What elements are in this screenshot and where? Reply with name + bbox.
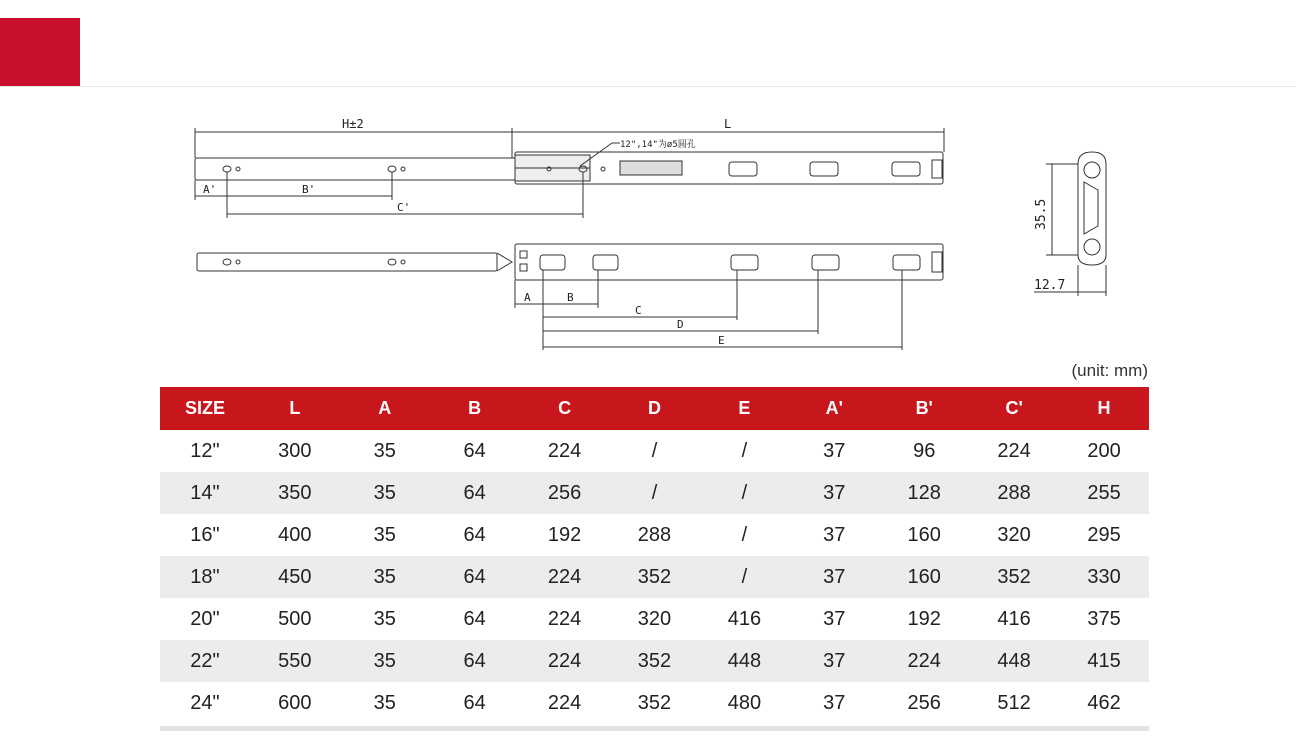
- label-E: E: [718, 334, 725, 347]
- table-row: [160, 556, 1149, 598]
- table-cell: 37: [789, 640, 879, 682]
- label-C-prime: C': [397, 201, 411, 214]
- table-row: [160, 598, 1149, 640]
- col-header-H: H: [1059, 387, 1149, 430]
- table-cell: 512: [997, 691, 1031, 714]
- table-row: [160, 472, 1149, 514]
- table-cell: 320: [637, 607, 672, 630]
- table-cell: 400: [278, 523, 312, 546]
- drawing-svg: [0, 100, 1296, 360]
- table-cell: 224: [547, 607, 582, 630]
- col-header-E: E: [699, 387, 789, 430]
- table-cell: 16": [190, 523, 220, 546]
- table-cell: 295: [1087, 523, 1121, 546]
- table-cell: 256: [907, 691, 941, 714]
- table-cell: 352: [610, 640, 700, 682]
- table-cell: 12": [190, 439, 220, 462]
- table-cell: 416: [997, 607, 1031, 630]
- col-header-B-prime: B': [879, 387, 969, 430]
- table-cell: 224: [997, 439, 1031, 462]
- technical-drawing: [0, 100, 1296, 360]
- table-cell: 224: [879, 640, 969, 682]
- table-cell: 18": [160, 556, 250, 598]
- label-L: L: [724, 117, 732, 131]
- col-header-L: L: [250, 387, 340, 430]
- table-cell: 500: [278, 607, 312, 630]
- table-cell: 448: [699, 640, 789, 682]
- table-row: [160, 682, 1149, 724]
- table-cell: 192: [547, 523, 582, 546]
- table-cell: 320: [997, 523, 1031, 546]
- table-cell: 64: [463, 691, 486, 714]
- col-header-D: D: [610, 387, 700, 430]
- table-cell: 20": [190, 607, 220, 630]
- table-cell: 352: [610, 556, 700, 598]
- table-cell: 330: [1059, 556, 1149, 598]
- table-cell: 37: [823, 691, 846, 714]
- table-cell: 288: [637, 523, 672, 546]
- table-cell: 300: [278, 439, 312, 462]
- table-cell: 160: [879, 556, 969, 598]
- table-cell: 37: [823, 607, 846, 630]
- col-header-C-prime: C': [969, 387, 1059, 430]
- table-cell: 37: [823, 523, 846, 546]
- table-cell: 35: [340, 556, 430, 598]
- table-cell: 288: [969, 472, 1059, 514]
- table-bottom-rule: [160, 726, 1149, 731]
- table-cell: 14": [160, 472, 250, 514]
- label-B-prime: B': [302, 183, 316, 196]
- table-cell: 37: [823, 439, 846, 462]
- table-cell: 224: [520, 556, 610, 598]
- table-cell: 64: [430, 556, 520, 598]
- table-cell: 448: [969, 640, 1059, 682]
- table-cell: 200: [1087, 439, 1121, 462]
- table-cell: /: [699, 472, 789, 514]
- table-cell: 64: [430, 472, 520, 514]
- table-cell: 64: [463, 607, 486, 630]
- col-header-B: B: [430, 387, 520, 430]
- table-cell: 450: [250, 556, 340, 598]
- table-cell: 462: [1087, 691, 1121, 714]
- table-cell: 256: [520, 472, 610, 514]
- col-header-A-prime: A': [789, 387, 879, 430]
- table-cell: /: [699, 556, 789, 598]
- label-A-prime: A': [203, 183, 217, 196]
- profile-width-dim: 12.7: [1034, 278, 1066, 293]
- label-D: D: [677, 318, 684, 331]
- table-cell: 600: [278, 691, 312, 714]
- table-cell: 255: [1059, 472, 1149, 514]
- table-cell: 350: [250, 472, 340, 514]
- label-B: B: [567, 291, 574, 304]
- table-cell: 96: [913, 439, 936, 462]
- table-cell: 35: [373, 439, 396, 462]
- table-cell: 35: [373, 523, 396, 546]
- col-header-size: SIZE: [160, 387, 250, 430]
- table-cell: 37: [789, 556, 879, 598]
- table-cell: /: [741, 523, 748, 546]
- table-cell: 64: [430, 640, 520, 682]
- table-row: [160, 430, 1149, 472]
- label-H: H±2: [342, 117, 364, 131]
- top-bar: [0, 0, 1296, 87]
- table-cell: 35: [340, 472, 430, 514]
- table-cell: 224: [520, 640, 610, 682]
- table-cell: 415: [1059, 640, 1149, 682]
- unit-note: (unit: mm): [1071, 361, 1148, 380]
- table-cell: 224: [547, 439, 582, 462]
- table-cell: 352: [637, 691, 672, 714]
- profile-height-dim: 35.5: [1034, 198, 1049, 230]
- col-header-C: C: [520, 387, 610, 430]
- spec-table: [160, 387, 1149, 724]
- table-cell: 160: [907, 523, 941, 546]
- table-cell: 352: [969, 556, 1059, 598]
- table-cell: 35: [373, 691, 396, 714]
- col-header-A: A: [340, 387, 430, 430]
- brand-logo-block[interactable]: [0, 18, 80, 86]
- table-cell: 128: [879, 472, 969, 514]
- table-cell: 35: [373, 607, 396, 630]
- label-A: A: [524, 291, 531, 304]
- table-cell: 64: [463, 439, 486, 462]
- table-cell: 224: [547, 691, 582, 714]
- label-C: C: [635, 304, 642, 317]
- table-cell: 416: [727, 607, 762, 630]
- table-cell: /: [741, 439, 748, 462]
- table-cell: 37: [789, 472, 879, 514]
- table-cell: /: [651, 439, 658, 462]
- hole-note: 12",14"为ø5圆孔: [620, 140, 696, 150]
- table-cell: 550: [250, 640, 340, 682]
- table-cell: 192: [907, 607, 941, 630]
- table-header-row: [160, 387, 1149, 430]
- table-cell: /: [610, 472, 700, 514]
- table-cell: 24": [190, 691, 220, 714]
- table-cell: 35: [340, 640, 430, 682]
- table-cell: 64: [463, 523, 486, 546]
- table-row: [160, 640, 1149, 682]
- table-cell: 480: [727, 691, 762, 714]
- table-cell: 375: [1087, 607, 1121, 630]
- table-cell: 22": [160, 640, 250, 682]
- table-row: [160, 514, 1149, 556]
